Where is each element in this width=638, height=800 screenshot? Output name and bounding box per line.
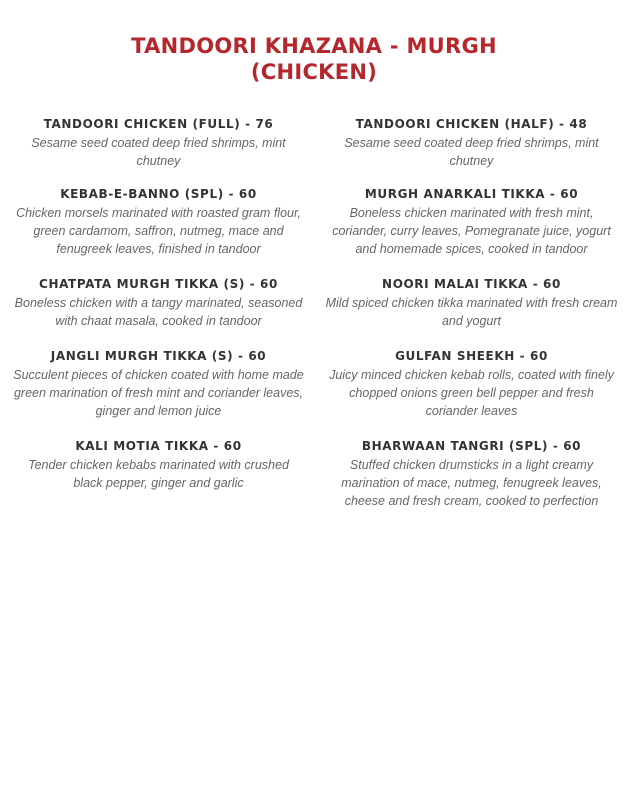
menu-item (325, 438, 618, 528)
menu-item (12, 116, 305, 186)
menu-item-description: Tender chicken kebabs marinated with crushed black pepper, ginger and garlic (28, 458, 289, 490)
menu-item-description: Mild spiced chicken tikka marinated with fresh cream and yogurt (325, 296, 618, 328)
menu-item-name: GULFAN SHEEKH - 60 (395, 349, 548, 363)
menu-item (12, 276, 305, 348)
menu-item-description: Succulent pieces of chicken coated with home made green marination of fresh mint and coriander leaves, ginger and lemon juice (13, 368, 304, 418)
menu-item (325, 276, 618, 348)
menu-item-name: KEBAB-E-BANNO (SPL) - 60 (60, 187, 257, 201)
menu-item (12, 186, 305, 276)
menu-item-description: Boneless chicken with a tangy marinated, seasoned with chaat masala, cooked in tandoor (14, 296, 303, 328)
menu-item-description: Chicken morsels marinated with roasted gram flour, green cardamom, saffron, nutmeg, mace and fenugreek leaves, finished in tandoor (16, 206, 301, 256)
menu-item-name: MURGH ANARKALI TIKKA - 60 (364, 187, 579, 201)
menu-item-description: Boneless chicken marinated with fresh mint, coriander, curry leaves, Pomegranate juice, yogurt and homemade spices, cooked in tandoor (332, 206, 611, 256)
menu-item-name: CHATPATA MURGH TIKKA (S) - 60 (39, 277, 278, 291)
menu-item (325, 186, 618, 276)
section-title-line2: (CHICKEN) (250, 60, 378, 84)
menu-item-description: Stuffed chicken drumsticks in a light creamy marination of mace, nutmeg, fenugreek leaves, cheese and fresh cream, cooked to perfection (341, 458, 602, 508)
menu-item-description: Juicy minced chicken kebab rolls, coated with finely chopped onions green bell pepper and fresh coriander leaves (329, 368, 614, 418)
menu-item (325, 348, 618, 438)
menu-item-name: KALI MOTIA TIKKA - 60 (75, 439, 242, 453)
menu-item-name: TANDOORI CHICKEN (HALF) - 48 (355, 117, 588, 131)
menu-item (325, 116, 618, 186)
menu-item-name: NOORI MALAI TIKKA - 60 (382, 277, 561, 291)
menu-item-name: TANDOORI CHICKEN (FULL) - 76 (43, 117, 274, 131)
menu-item (12, 348, 305, 438)
menu-item-description: Sesame seed coated deep fried shrimps, mint chutney (344, 136, 599, 168)
menu-item-name: JANGLI MURGH TIKKA (S) - 60 (50, 349, 267, 363)
section-title-line1: TANDOORI KHAZANA - MURGH (131, 34, 497, 58)
menu-item-name: BHARWAAN TANGRI (SPL) - 60 (361, 439, 582, 453)
menu-item-description: Sesame seed coated deep fried shrimps, mint chutney (31, 136, 286, 168)
menu-grid (12, 116, 618, 528)
menu-item (12, 438, 305, 528)
section-title (0, 33, 628, 85)
